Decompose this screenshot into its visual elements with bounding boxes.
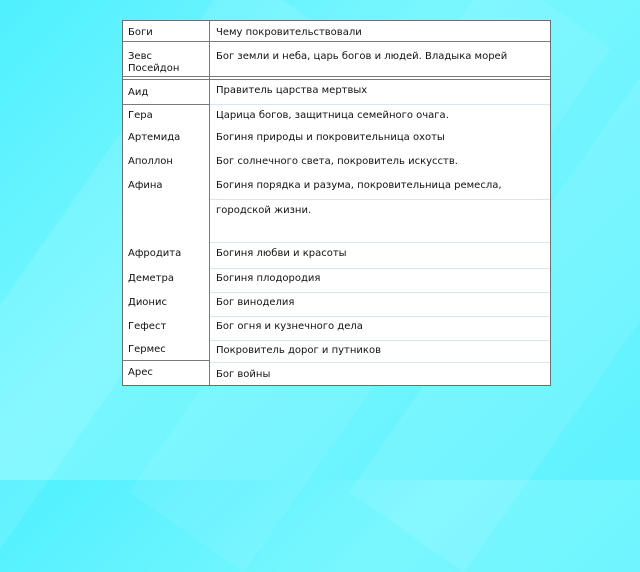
row-divider <box>210 199 550 200</box>
god-description: Бог войны <box>216 369 271 380</box>
god-name: Деметра <box>128 273 174 284</box>
god-description-continued: городской жизни. <box>216 205 312 216</box>
god-name: Посейдон <box>128 63 180 74</box>
god-description: Богиня природы и покровительница охоты <box>216 132 445 143</box>
god-description: Правитель царства мертвых <box>216 85 368 96</box>
god-description: Богиня плодородия <box>216 273 321 284</box>
god-description: Бог виноделия <box>216 297 295 308</box>
row-divider <box>123 79 550 80</box>
header-patronage: Чему покровительствовали <box>216 27 362 38</box>
god-name: Аполлон <box>128 156 173 167</box>
row-divider <box>210 268 550 269</box>
god-name: Дионис <box>128 297 167 308</box>
row-divider <box>210 340 550 341</box>
row-divider <box>123 41 550 42</box>
god-description: Бог земли и неба, царь богов и людей. Владыка морей <box>216 51 508 62</box>
row-divider <box>123 360 209 361</box>
god-name: Аид <box>128 87 149 98</box>
god-description: Бог огня и кузнечного дела <box>216 321 363 332</box>
god-description: Богиня любви и красоты <box>216 248 347 259</box>
row-divider <box>123 76 550 77</box>
god-description: Царица богов, защитница семейного очага. <box>216 110 449 121</box>
header-gods: Боги <box>128 27 153 38</box>
row-divider <box>123 104 209 105</box>
god-name: Арес <box>128 367 153 378</box>
god-name: Зевс <box>128 51 152 62</box>
row-divider <box>210 362 550 363</box>
row-divider <box>210 242 550 243</box>
row-divider <box>210 292 550 293</box>
god-name: Гефест <box>128 321 167 332</box>
row-divider <box>210 104 550 105</box>
god-name: Афина <box>128 180 163 191</box>
god-name: Афродита <box>128 248 182 259</box>
god-description: Бог солнечного света, покровитель искусств. <box>216 156 458 167</box>
god-name: Гера <box>128 110 153 121</box>
row-divider <box>210 316 550 317</box>
gods-table <box>122 20 551 386</box>
god-description: Богиня порядка и разума, покровительница ремесла, <box>216 180 502 191</box>
god-name: Гермес <box>128 344 166 355</box>
god-name: Артемида <box>128 132 181 143</box>
god-description: Покровитель дорог и путников <box>216 345 381 356</box>
